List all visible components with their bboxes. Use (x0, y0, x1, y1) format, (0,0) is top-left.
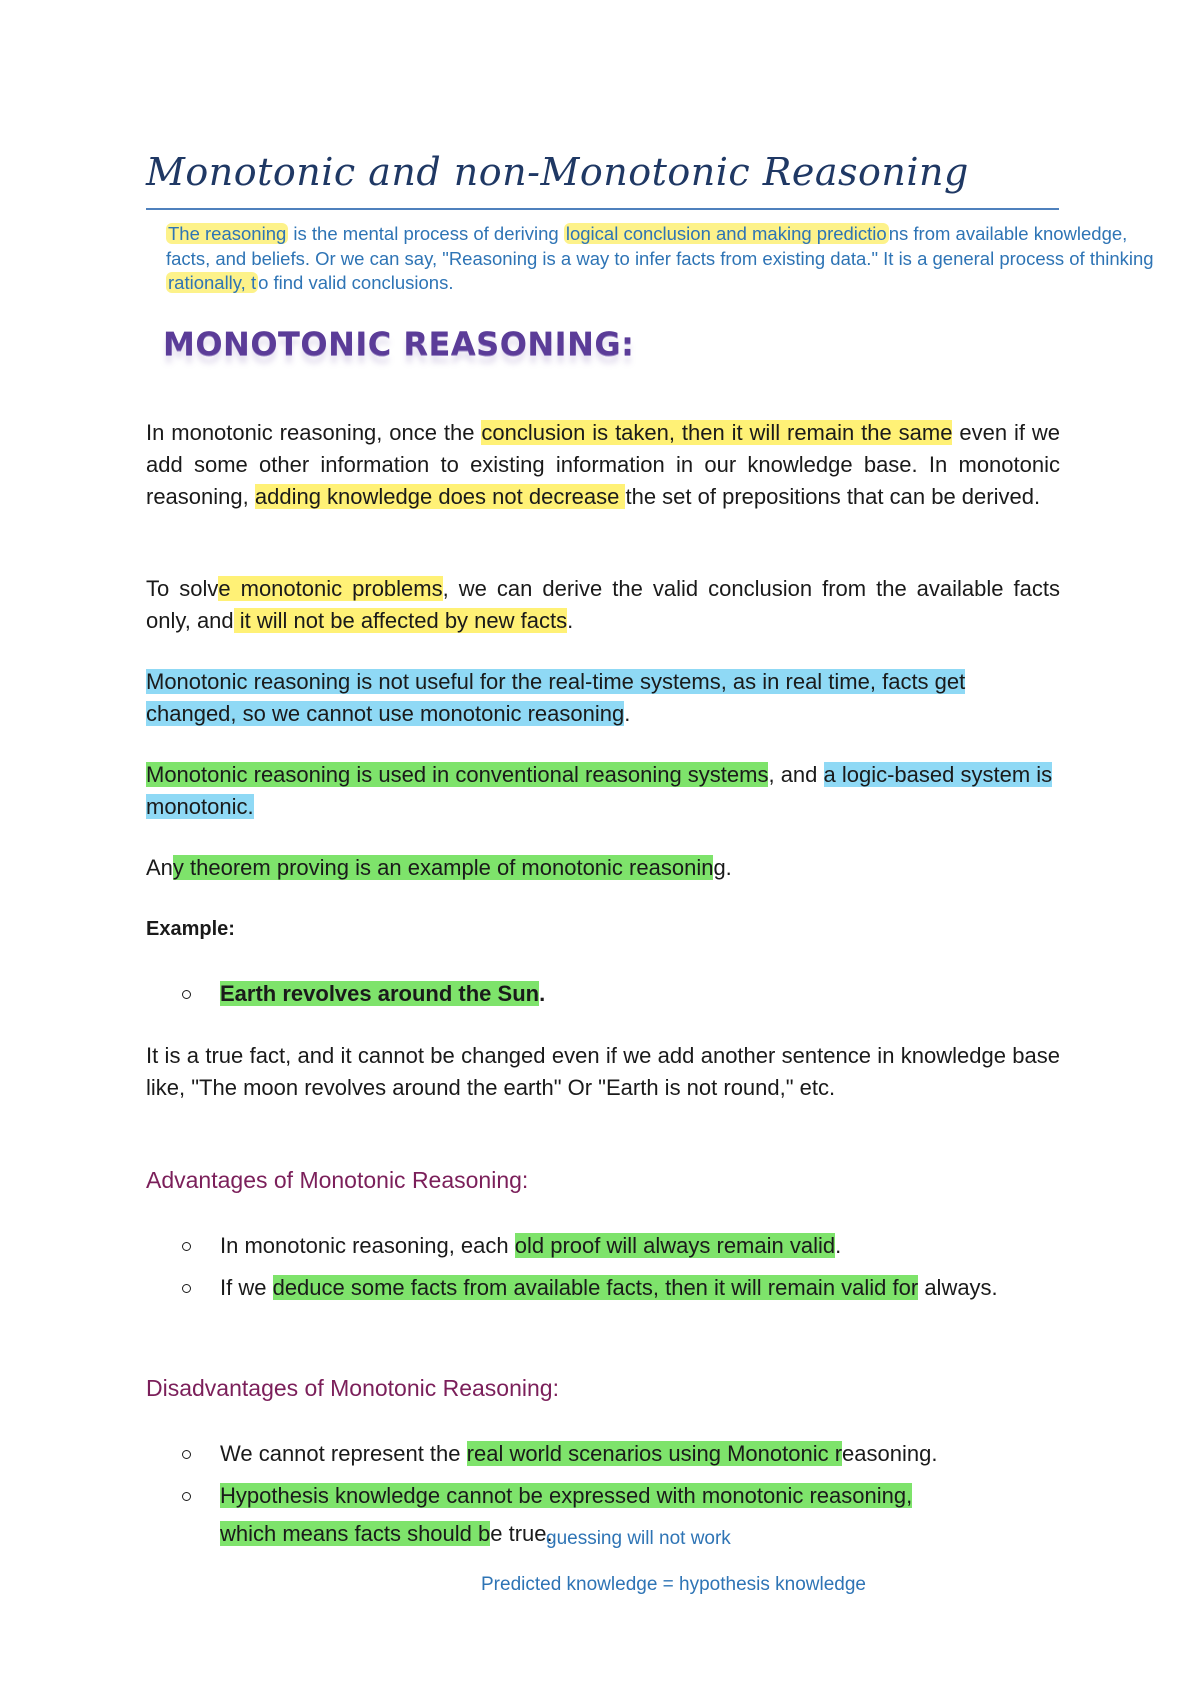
advantages-heading: Advantages of Monotonic Reasoning: (146, 1167, 529, 1193)
advantages-list (146, 1227, 1060, 1307)
paragraph-6: It is a true fact, and it cannot be changed even if we add another sentence in knowledge base like, "The moon revolves around the earth" Or "Earth is not round," etc. (146, 1043, 1060, 1100)
para2-highlight-2: it will not be affected by new facts (233, 608, 568, 633)
disadvantage-text-2: easoning. (842, 1441, 938, 1466)
paragraph-5 (146, 852, 1060, 884)
para1-text-3: the set of prepositions that can be derived. (625, 484, 1041, 509)
section-heading: MONOTONIC REASONING: (163, 325, 635, 363)
para1-text-2: even if we add some other information to existing information in our knowledge base. In monotonic reasoning, (146, 420, 1060, 509)
para3-text-1: . (624, 701, 631, 726)
advantage-highlight: old proof will always remain valid (514, 1233, 836, 1258)
title-underline (146, 208, 1059, 210)
para5-highlight-1: y theorem proving is an example of monotonic reasonin (172, 855, 714, 880)
note-guessing: guessing will not work (546, 1528, 731, 1549)
para1-highlight-2: adding knowledge does not decrease (254, 484, 626, 509)
para4-highlight-1: Monotonic reasoning is used in conventional reasoning systems (146, 762, 769, 787)
intro-paragraph (166, 222, 1176, 296)
disadvantage-highlight: Hypothesis knowledge cannot be expressed with monotonic reasoning, which means facts should b (220, 1483, 913, 1546)
intro-text-1: is the mental process of deriving (288, 223, 564, 244)
para2-text-3: . (567, 608, 574, 633)
advantage-text-2: always. (918, 1275, 998, 1300)
example-label: Example: (146, 918, 235, 940)
advantage-item (146, 1269, 1060, 1307)
hollow-circle-bullet-icon (182, 990, 191, 999)
disadvantage-item (146, 1435, 1060, 1473)
document-title: Monotonic and non-Monotonic Reasoning (146, 150, 969, 194)
paragraph-3 (146, 666, 1060, 730)
hollow-circle-bullet-icon (182, 1242, 191, 1251)
disadvantages-heading: Disadvantages of Monotonic Reasoning: (146, 1375, 559, 1401)
para3-highlight-1: Monotonic reasoning is not useful for the real-time systems, as in real time, facts get changed, so we cannot use monotonic reasoning (146, 669, 966, 726)
note-predicted-knowledge: Predicted knowledge = hypothesis knowledge (481, 1574, 867, 1595)
para1-highlight-1: conclusion is taken, then it will remain the same (481, 420, 953, 445)
intro-text-3: o find valid conclusions. (258, 272, 454, 293)
intro-text-2: ns from available knowledge, facts, and beliefs. Or we can say, "Reasoning is a way to infer facts from existing data." It is a general process of thinking (166, 223, 1154, 269)
paragraph-2 (146, 573, 1060, 637)
hollow-circle-bullet-icon (182, 1450, 191, 1459)
para5-text-1: An (146, 855, 173, 880)
para4-highlight-2: a logic-based system is monotonic. (146, 762, 1053, 819)
para4-text-1: , and (768, 762, 824, 787)
disadvantage-text-1: e true. (490, 1521, 553, 1546)
intro-highlight-3: rationally, t (168, 272, 257, 293)
example-list (146, 975, 1060, 1013)
disadvantage-text-1: We cannot represent the (220, 1441, 467, 1466)
paragraph-4 (146, 759, 1060, 823)
para5-text-2: g. (713, 855, 732, 880)
paragraph-1 (146, 417, 1060, 513)
advantage-highlight: deduce some facts from available facts, then it will remain valid for (272, 1275, 919, 1300)
advantage-text-1: In monotonic reasoning, each (220, 1233, 515, 1258)
advantage-text-2: . (835, 1233, 842, 1258)
example-text: . (539, 981, 546, 1006)
para1-text-1: In monotonic reasoning, once the (146, 420, 482, 445)
para2-text-2: , we can derive the valid conclusion from the available facts only, and (146, 576, 1060, 633)
para2-highlight-1: e monotonic problems (218, 576, 443, 601)
intro-highlight-2: logical conclusion and making predictio (565, 223, 887, 244)
example-highlight: Earth revolves around the Sun (220, 981, 540, 1006)
para2-text-1: To solv (146, 576, 219, 601)
hollow-circle-bullet-icon (182, 1284, 191, 1293)
advantage-text-1: If we (220, 1275, 273, 1300)
advantage-item (146, 1227, 1060, 1265)
disadvantage-highlight: real world scenarios using Monotonic r (466, 1441, 843, 1466)
hollow-circle-bullet-icon (182, 1492, 191, 1501)
example-item (146, 975, 1060, 1013)
intro-highlight-1: The reasoning (168, 223, 287, 244)
